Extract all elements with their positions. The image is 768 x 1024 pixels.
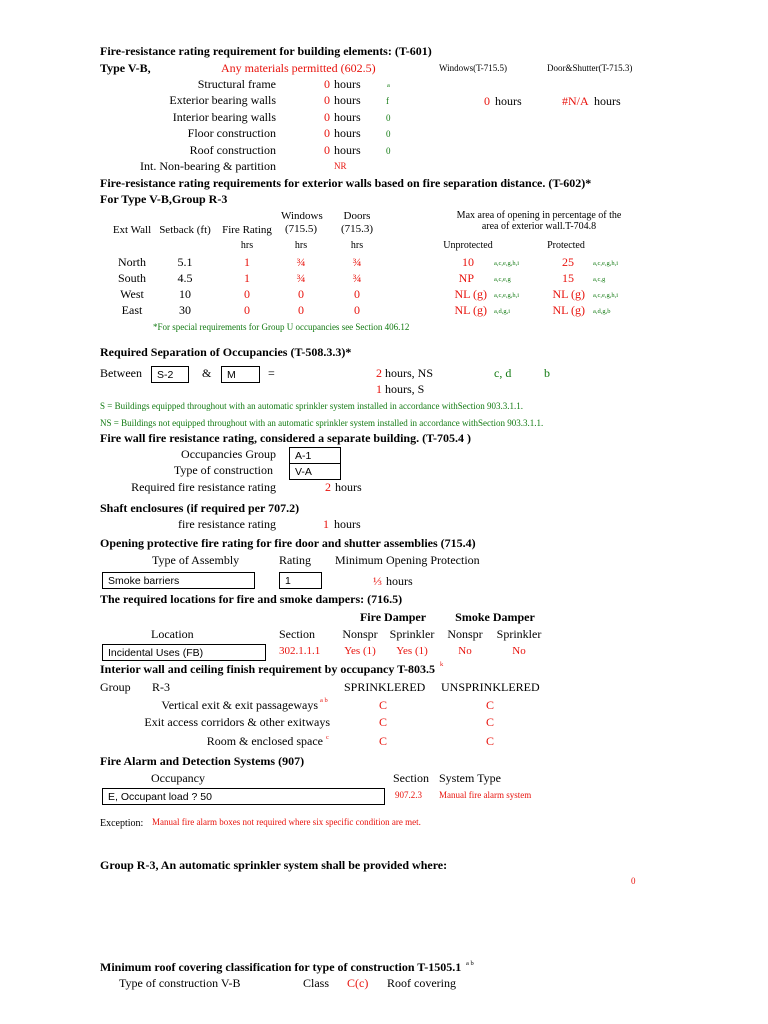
finish-title-note: k <box>440 661 444 668</box>
fire-damper-nonspr-header: Nonspr <box>342 627 378 641</box>
smoke-damper-nonspr-header: Nonspr <box>447 627 483 641</box>
protected-header: Protected <box>547 240 585 251</box>
assembly-type-header: Type of Assembly <box>152 553 240 567</box>
roof-class-label: Class <box>303 976 330 990</box>
element-label: Roof construction <box>189 143 276 157</box>
unsprinklered-header: UNSPRINKLERED <box>441 680 540 694</box>
ext-wall-cell: South <box>117 271 146 285</box>
required-rating-value: 2 <box>325 480 331 494</box>
door-rating-value: #N/A <box>562 94 589 108</box>
finish-sprinklered-value: C <box>379 698 388 712</box>
sprinklered-header: SPRINKLERED <box>344 680 426 694</box>
window-rating-unit: hours <box>495 94 522 108</box>
t602-subtitle: For Type V-B,Group R-3 <box>100 192 228 206</box>
ext-wall-header: Ext Wall <box>112 224 152 236</box>
protected-note: a,c,e,g,h,i <box>593 260 619 267</box>
location-header: Location <box>151 627 194 641</box>
exception-label: Exception: <box>100 818 144 829</box>
occupancy-group-field[interactable]: A-1 <box>289 447 341 464</box>
windows-col-ref: (715.5) <box>284 223 318 235</box>
hrs-label: hrs <box>294 240 308 251</box>
roof-class-value: C(c) <box>347 976 369 990</box>
ns-definition: NS = Buildings not equipped throughout with an automatic sprinkler system installed in accordance withSection 903.3.1.1. <box>100 418 544 428</box>
doors-cell: 0 <box>354 287 360 301</box>
element-value: 0 <box>324 126 330 140</box>
min-protection-unit: hours <box>386 574 413 588</box>
fire-damper-sprinkler-header: Sprinkler <box>389 627 435 641</box>
finish-title: Interior wall and ceiling finish requirement by occupancy T-803.5 <box>100 662 436 676</box>
rating-header: Rating <box>279 553 311 567</box>
unprotected-note: a,c,e,g <box>494 276 511 283</box>
setback-cell: 4.5 <box>177 271 193 285</box>
max-area-header-2: area of exterior wall.T-704.8 <box>481 221 597 232</box>
doors-cell: 0 <box>354 303 360 317</box>
element-value: 0 <box>324 143 330 157</box>
ext-wall-cell: North <box>118 255 146 269</box>
roof-covering-label: Roof covering <box>387 976 456 990</box>
group-label: Group <box>100 680 131 694</box>
finish-row-note: c <box>326 734 329 741</box>
doors-cell: ¾ <box>352 271 362 285</box>
s-separation-label: hours, S <box>385 382 425 396</box>
element-unit: hours <box>334 110 361 124</box>
alarm-system-header: System Type <box>439 771 501 785</box>
min-protection-header: Minimum Opening Protection <box>335 553 480 567</box>
unprotected-note: a,c,e,g,h,i <box>494 260 520 267</box>
required-rating-unit: hours <box>335 480 362 494</box>
windows-col-header: Windows <box>281 210 323 222</box>
windows-header: Windows(T-715.5) <box>439 63 508 73</box>
fire-rating-cell: 1 <box>244 271 250 285</box>
setback-header: Setback (ft) <box>159 224 211 236</box>
windows-cell: 0 <box>298 287 304 301</box>
construction-type-label: Type of construction <box>173 463 273 477</box>
ns-separation-value: 2 <box>376 366 382 380</box>
element-value: NR <box>334 161 347 171</box>
finish-unsprinklered-value: C <box>486 715 495 729</box>
dampers-title: The required locations for fire and smoke dampers: (716.5) <box>100 592 403 606</box>
alarm-occupancy-field[interactable]: E, Occupant load ? 50 <box>102 788 385 805</box>
element-unit: hours <box>334 77 361 91</box>
element-value: 0 <box>324 77 330 91</box>
construction-type-field[interactable]: V-A <box>289 463 341 480</box>
doors-col-header: Doors <box>343 210 371 222</box>
t602-title: Fire-resistance rating requirements for exterior walls based on fire separation distance. (T-602)* <box>100 176 592 190</box>
damper-location-field[interactable]: Incidental Uses (FB) <box>102 644 266 661</box>
protected-cell: 25 <box>562 255 574 269</box>
unprotected-note: a,d,g,i <box>494 308 511 315</box>
ns-separation-label: hours, NS <box>385 366 434 380</box>
smoke-damper-header: Smoke Damper <box>455 610 535 624</box>
occupancy-1-field[interactable]: S-2 <box>151 366 189 383</box>
doors-header: Door&Shutter(T-715.3) <box>547 63 633 73</box>
separation-notes-cd: c, d <box>494 366 512 380</box>
damper-section-value: 302.1.1.1 <box>279 645 321 657</box>
finish-row-label: Room & enclosed space <box>206 734 323 748</box>
max-area-header: Max area of opening in percentage of the <box>456 210 622 221</box>
roof-construction-type: Type of construction V-B <box>119 976 241 990</box>
finish-unsprinklered-value: C <box>486 698 495 712</box>
fire-rating-cell: 0 <box>244 303 250 317</box>
smoke-damper-sprinkler-value: No <box>512 645 526 657</box>
element-note: a <box>387 82 390 89</box>
t602-footnote: *For special requirements for Group U occupancies see Section 406.12 <box>153 322 410 332</box>
finish-row-note: a b <box>320 697 328 704</box>
unprotected-cell: 10 <box>462 255 474 269</box>
windows-cell: 0 <box>298 303 304 317</box>
roof-title-note: a b <box>466 960 474 967</box>
t601-title: Fire-resistance rating requirement for building elements: (T-601) <box>100 44 432 58</box>
protected-cell: NL (g) <box>552 303 585 317</box>
element-label: Structural frame <box>197 77 276 91</box>
unprotected-cell: NL (g) <box>454 303 487 317</box>
element-label: Interior bearing walls <box>172 110 276 124</box>
finish-row-label: Vertical exit & exit passageways <box>161 698 318 712</box>
ext-wall-cell: West <box>120 287 144 301</box>
t705-title: Fire wall fire resistance rating, considered a separate building. (T-705.4 ) <box>100 431 471 445</box>
fire-damper-nonspr-value: Yes (1) <box>344 645 376 657</box>
group-value: R-3 <box>152 680 170 694</box>
section-header: Section <box>279 627 315 641</box>
alarm-section-header: Section <box>393 771 429 785</box>
ext-wall-cell: East <box>121 303 143 317</box>
unprotected-cell: NP <box>458 271 474 285</box>
door-rating-unit: hours <box>594 94 621 108</box>
shaft-title: Shaft enclosures (if required per 707.2) <box>100 501 300 515</box>
windows-cell: ¾ <box>296 271 306 285</box>
element-note: 0 <box>386 129 391 139</box>
element-label: Exterior bearing walls <box>169 93 276 107</box>
element-unit: hours <box>334 143 361 157</box>
window-rating-value: 0 <box>484 94 490 108</box>
element-note: 0 <box>386 146 391 156</box>
protected-note: a,d,g,b <box>593 308 611 315</box>
fire-rating-header: Fire Rating <box>222 224 272 236</box>
fire-rating-cell: 1 <box>244 255 250 269</box>
fire-damper-sprinkler-value: Yes (1) <box>396 645 428 657</box>
finish-row-label: Exit access corridors & other exitways <box>144 715 330 729</box>
materials-text: Any materials permitted (602.5) <box>221 61 376 75</box>
shaft-rating-label: fire resistance rating <box>178 517 276 531</box>
hrs-label: hrs <box>240 240 254 251</box>
fire-rating-cell: 0 <box>244 287 250 301</box>
element-note: f <box>386 96 389 106</box>
doors-col-ref: (715.3) <box>340 223 374 235</box>
smoke-damper-sprinkler-header: Sprinkler <box>496 627 542 641</box>
required-rating-label: Required fire resistance rating <box>131 480 276 494</box>
equals-label: = <box>268 366 275 380</box>
separation-note-b: b <box>544 366 550 380</box>
protected-note: a,c,e,g,h,i <box>593 292 619 299</box>
unprotected-note: a,c,e,g,h,i <box>494 292 520 299</box>
roof-title: Minimum roof covering classification for type of construction T-1505.1 <box>100 960 462 974</box>
smoke-damper-nonspr-value: No <box>458 645 472 657</box>
opening-title: Opening protective fire rating for fire door and shutter assemblies (715.4) <box>100 536 476 550</box>
s-separation-value: 1 <box>376 382 382 396</box>
unprotected-cell: NL (g) <box>454 287 487 301</box>
occupancy-group-label: Occupancies Group <box>181 447 276 461</box>
between-label: Between <box>100 366 142 380</box>
finish-sprinklered-value: C <box>379 734 388 748</box>
protected-cell: NL (g) <box>552 287 585 301</box>
min-protection-value: ⅓ <box>373 574 382 588</box>
alarm-system-value: Manual fire alarm system <box>439 790 532 800</box>
windows-cell: ¾ <box>296 255 306 269</box>
s-definition: S = Buildings equipped throughout with an automatic sprinkler system installed in accordance withSection 903.3.1.1. <box>100 401 524 411</box>
sprinkler-value: 0 <box>631 876 636 886</box>
protected-note: a,c,g <box>593 276 606 283</box>
sprinkler-title: Group R-3, An automatic sprinkler system shall be provided where: <box>100 858 448 872</box>
unprotected-header: Unprotected <box>443 240 493 251</box>
alarm-occupancy-header: Occupancy <box>151 771 205 785</box>
element-unit: hours <box>334 126 361 140</box>
assembly-type-field[interactable]: Smoke barriers <box>102 572 255 589</box>
finish-sprinklered-value: C <box>379 715 388 729</box>
occupancy-2-field[interactable]: M <box>221 366 260 383</box>
setback-cell: 30 <box>179 303 191 317</box>
exception-text: Manual fire alarm boxes not required where six specific condition are met. <box>152 817 421 827</box>
element-label: Int. Non-bearing & partition <box>140 159 276 173</box>
element-note: 0 <box>386 113 391 123</box>
finish-unsprinklered-value: C <box>486 734 495 748</box>
t508-title: Required Separation of Occupancies (T-508.3.3)* <box>100 345 352 359</box>
rating-field[interactable]: 1 <box>279 572 322 589</box>
setback-cell: 5.1 <box>177 255 193 269</box>
element-value: 0 <box>324 93 330 107</box>
alarm-section-value: 907.2.3 <box>395 790 422 800</box>
type-label: Type V-B, <box>100 61 151 75</box>
element-value: 0 <box>324 110 330 124</box>
protected-cell: 15 <box>562 271 574 285</box>
shaft-rating-unit: hours <box>334 517 361 531</box>
element-label: Floor construction <box>187 126 276 140</box>
alarm-title: Fire Alarm and Detection Systems (907) <box>100 754 305 768</box>
shaft-rating-value: 1 <box>323 517 329 531</box>
doors-cell: ¾ <box>352 255 362 269</box>
setback-cell: 10 <box>179 287 191 301</box>
hrs-label: hrs <box>350 240 364 251</box>
fire-damper-header: Fire Damper <box>359 610 427 624</box>
ampersand-label: & <box>202 366 212 380</box>
element-unit: hours <box>334 93 361 107</box>
